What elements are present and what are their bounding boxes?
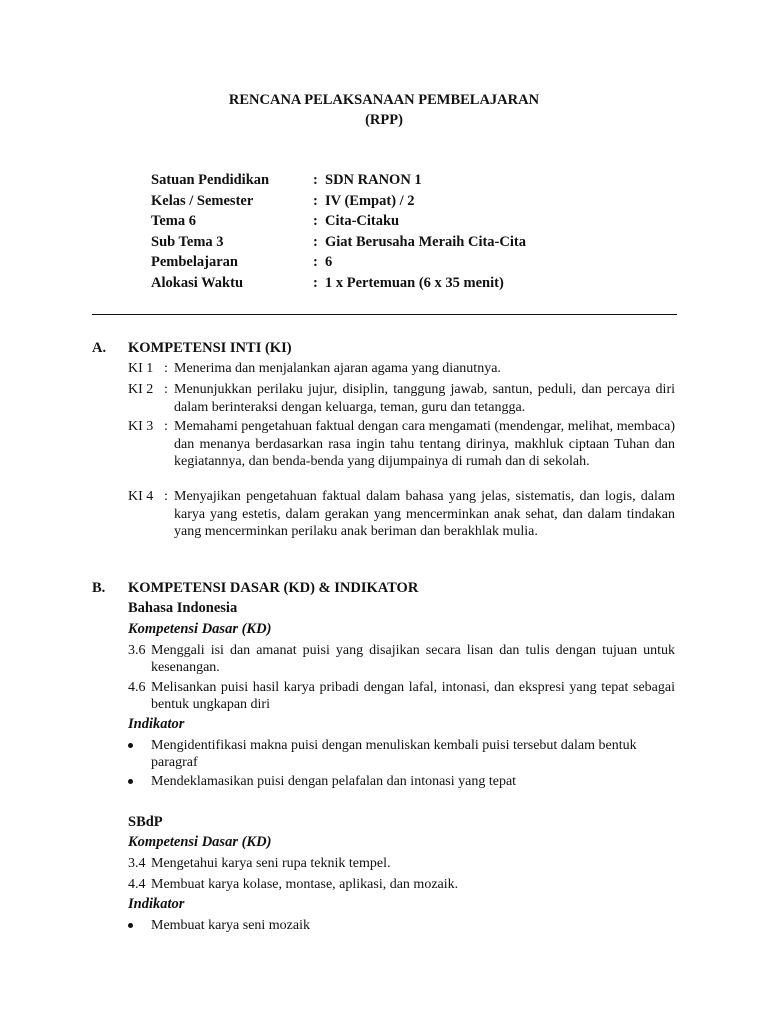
ki-code: KI 4 bbox=[128, 489, 154, 504]
identity-value: 6 bbox=[325, 254, 333, 271]
ki-code: KI 1 bbox=[128, 361, 154, 376]
identity-value: SDN RANON 1 bbox=[325, 172, 422, 188]
identity-table bbox=[151, 172, 691, 296]
subject-heading-bahasa: Bahasa Indonesia bbox=[128, 600, 238, 616]
indicator-text: Mengidentifikasi makna puisi dengan menuliskan kembali puisi tersebut dalam bentuk paragraf bbox=[151, 738, 637, 770]
kd-number: 3.6 bbox=[128, 643, 146, 658]
identity-colon: : bbox=[313, 233, 318, 250]
identity-row bbox=[151, 193, 691, 214]
ki-text: Menunjukkan perilaku jujur, disiplin, tanggung jawab, santun, peduli, dan percaya diri dalam berinteraksi dengan keluarga, teman, guru dan tetangga. bbox=[174, 382, 675, 415]
ki-code: KI 3 bbox=[128, 419, 154, 434]
indicator-heading: Indikator bbox=[128, 896, 185, 912]
kd-item bbox=[128, 876, 675, 893]
identity-value: Cita-Citaku bbox=[325, 213, 400, 230]
kd-text: Melisankan puisi hasil karya pribadi dengan lafal, intonasi, dan ekspresi yang tepat sebagai bentuk ungkapan diri bbox=[151, 680, 675, 712]
kd-item bbox=[128, 855, 675, 872]
identity-label: Alokasi Waktu bbox=[151, 274, 244, 291]
indicator-item bbox=[128, 773, 675, 790]
kd-text: Mengetahui karya seni rupa teknik tempel. bbox=[151, 856, 391, 871]
section-a-title: KOMPETENSI INTI (KI) bbox=[128, 340, 292, 356]
bullet-icon bbox=[128, 743, 133, 748]
section-b-letter: B. bbox=[92, 580, 106, 596]
ki-text: Memahami pengetahuan faktual dengan cara mengamati (mendengar, melihat, membaca) dan menanya berdasarkan rasa ingin tahu tentang dirinya, makhluk ciptaan Tuhan dan kegiatannya, dan benda-benda yang dijumpainya di rumah dan di sekolah. bbox=[174, 419, 675, 470]
kd-text: Menggali isi dan amanat puisi yang disajikan secara lisan dan tulis dengan tujuan untuk kesenangan. bbox=[151, 643, 675, 675]
identity-row bbox=[151, 234, 691, 255]
kd-number: 4.6 bbox=[128, 680, 146, 695]
ki-colon: : bbox=[164, 382, 168, 397]
document-title: RENCANA PELAKSANAAN PEMBELAJARAN bbox=[228, 92, 540, 108]
section-a-letter: A. bbox=[92, 340, 107, 356]
identity-colon: : bbox=[313, 213, 318, 230]
ki-item bbox=[128, 381, 675, 416]
kd-item bbox=[128, 642, 675, 676]
section-b-title: KOMPETENSI DASAR (KD) & INDIKATOR bbox=[128, 580, 419, 596]
identity-row bbox=[151, 172, 691, 193]
identity-row bbox=[151, 213, 691, 234]
subject-heading-sbdp: SBdP bbox=[128, 814, 163, 830]
identity-label: Pembelajaran bbox=[151, 254, 238, 271]
ki-text: Menyajikan pengetahuan faktual dalam bahasa yang jelas, sistematis, dan logis, dalam karya yang estetis, dalam gerakan yang mencerminkan anak sehat, dan dalam tindakan yang mencerminkan perilaku anak beriman dan berakhlak mulia. bbox=[174, 489, 675, 540]
ki-item bbox=[128, 488, 675, 541]
ki-item bbox=[128, 418, 675, 471]
kd-heading: Kompetensi Dasar (KD) bbox=[128, 621, 272, 637]
identity-value: 1 x Pertemuan (6 x 35 menit) bbox=[325, 274, 504, 291]
identity-label: Tema 6 bbox=[151, 213, 196, 230]
identity-row bbox=[151, 275, 691, 296]
indicator-text: Mendeklamasikan puisi dengan pelafalan dan intonasi yang tepat bbox=[151, 774, 517, 789]
ki-colon: : bbox=[164, 419, 168, 434]
ki-code: KI 2 bbox=[128, 382, 154, 397]
identity-colon: : bbox=[313, 274, 318, 291]
kd-text: Membuat karya kolase, montase, aplikasi, dan mozaik. bbox=[151, 877, 459, 892]
identity-label: Satuan Pendidikan bbox=[151, 172, 270, 188]
bullet-icon bbox=[128, 779, 133, 784]
identity-label: Kelas / Semester bbox=[151, 192, 254, 209]
ki-colon: : bbox=[164, 361, 168, 376]
header-divider bbox=[92, 314, 677, 315]
indicator-text: Membuat karya seni mozaik bbox=[151, 918, 311, 933]
identity-colon: : bbox=[313, 254, 318, 271]
indicator-item bbox=[128, 917, 675, 934]
ki-item bbox=[128, 360, 675, 378]
kd-item bbox=[128, 679, 675, 713]
kd-heading: Kompetensi Dasar (KD) bbox=[128, 834, 272, 850]
bullet-icon bbox=[128, 923, 133, 928]
indicator-item bbox=[128, 737, 675, 771]
kd-number: 4.4 bbox=[128, 877, 146, 892]
identity-value: IV (Empat) / 2 bbox=[325, 192, 415, 209]
indicator-heading: Indikator bbox=[128, 716, 185, 732]
kd-number: 3.4 bbox=[128, 856, 146, 871]
identity-value: Giat Berusaha Meraih Cita-Cita bbox=[325, 233, 526, 250]
document-subtitle: (RPP) bbox=[365, 112, 403, 128]
identity-colon: : bbox=[313, 192, 318, 209]
identity-row bbox=[151, 254, 691, 275]
ki-colon: : bbox=[164, 489, 168, 504]
ki-text: Menerima dan menjalankan ajaran agama yang dianutnya. bbox=[174, 361, 501, 376]
identity-colon: : bbox=[313, 172, 318, 188]
identity-label: Sub Tema 3 bbox=[151, 233, 224, 250]
